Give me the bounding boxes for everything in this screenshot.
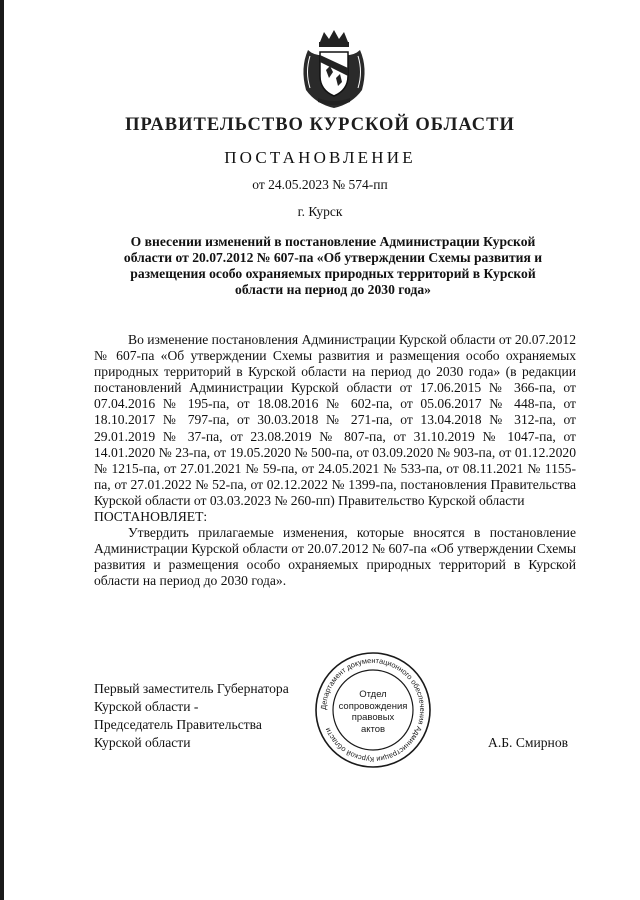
signatory-position-line: Курской области - <box>94 699 199 714</box>
document-date-number: от 24.05.2023 № 574-пп <box>252 177 388 192</box>
signatory-name: А.Б. Смирнов <box>488 735 569 750</box>
stamp-center-line: актов <box>360 723 386 735</box>
stamp-center-line: правовых <box>351 712 395 723</box>
document-city: г. Курск <box>297 204 343 219</box>
stamp-center-line: Отдел <box>359 689 387 700</box>
stamp-ring-text: Департамент документационного обеспечения Администрации Курской области <box>318 655 428 765</box>
signatory-position-line: Первый заместитель Губернатора <box>94 681 289 696</box>
body-resolves: ПОСТАНОВЛЯЕТ: <box>94 509 208 525</box>
stamp-center-line: сопровождения <box>338 700 408 712</box>
document-type: ПОСТАНОВЛЕНИЕ <box>224 148 416 167</box>
document-subject: О внесении изменений в постановление Администрации Курской области от 20.07.2012 № 607-па «Об утверждении Схемы развития и размещения особо охраняемых природных территорий в Курской области на период до 2030 года» <box>123 234 543 297</box>
coat-of-arms-emblem <box>296 28 372 110</box>
signatory-position <box>94 680 324 752</box>
stamp-center-text <box>334 689 412 735</box>
signatory-position-line: Председатель Правительства <box>94 717 262 732</box>
government-title: ПРАВИТЕЛЬСТВО КУРСКОЙ ОБЛАСТИ <box>125 115 515 135</box>
body-paragraph-1: Во изменение постановления Администрации Курской области от 20.07.2012 № 607-па «Об утверждении Схемы развития и размещения особо охраняемых природных территорий в Курской области на период до 2030 года» (в редакции постановлений Администрации Курской области от 17.06.2015 № 366-па, от 07.04.2016 № 195-па, от 18.08.2016 № 602-па, от 05.06.2017 № 448-па, от 18.10.2017 № 797-па, от 30.03.2018 № 271-па, от 13.04.2018 № 312-па, от 29.01.2019 № 37-па, от 23.08.2019 № 807-па, от 31.10.2019 № 1047-па, от 14.01.2020 № 23-па, от 19.05.2020 № 500-па, от 03.09.2020 № 903-па, от 01.12.2020 № 1215-па, от 27.01.2021 № 59-па, от 24.05.2021 № 533-па, от 08.11.2021 № 1155-па, от 27.01.2022 № 52-па, от 02.12.2022 № 1399-па, постановления Правительства Курской области от 03.03.2023 № 260-пп) Правительство Курской области <box>94 332 576 508</box>
signatory-position-line: Курской области <box>94 735 191 750</box>
document-body <box>94 332 576 590</box>
body-paragraph-2: Утвердить прилагаемые изменения, которые вносятся в постановление Администрации Курской области от 20.07.2012 № 607-па «Об утверждении Схемы развития и размещения особо охраняемых природных территорий в Курской области на период до 2030 года». <box>94 525 576 589</box>
